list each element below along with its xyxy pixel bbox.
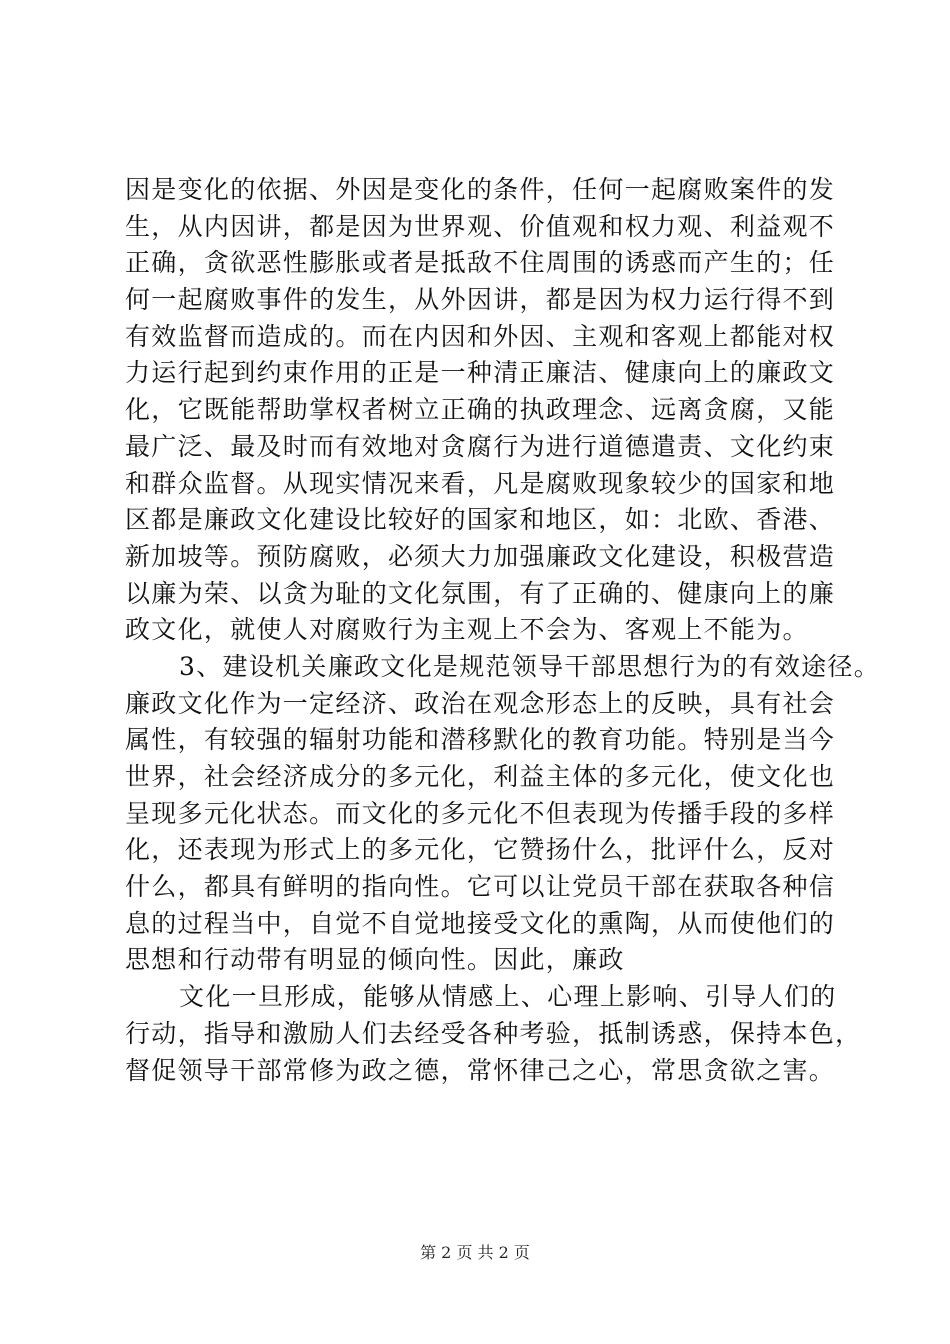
text-line: 化，它既能帮助掌权者树立正确的执政理念、远离贪腐，又能 — [125, 395, 836, 425]
text-line: 化，还表现为形式上的多元化，它赞扬什么，批评什么，反对 — [125, 835, 836, 865]
text-line: 思想和行动带有明显的倾向性。因此，廉政 — [125, 945, 625, 975]
text-line: 行动，指导和激励人们去经受各种考验，抵制诱惑，保持本色， — [125, 1018, 862, 1048]
text-line: 有效监督而造成的。而在内因和外因、主观和客观上都能对权 — [125, 321, 836, 351]
page-number-label: 第 2 页 共 2 页 — [420, 1243, 530, 1262]
text-line: 新加坡等。预防腐败，必须大力加强廉政文化建设，积极营造 — [125, 541, 836, 571]
body-text — [125, 172, 881, 1089]
text-line: 和群众监督。从现实情况来看，凡是腐败现象较少的国家和地 — [125, 468, 836, 498]
paragraph-start-line: 3、建设机关廉政文化是规范领导干部思想行为的有效途径。 — [179, 651, 881, 681]
text-line: 呈现多元化状态。而文化的多元化不但表现为传播手段的多样 — [125, 798, 836, 828]
text-line: 什么，都具有鲜明的指向性。它可以让党员干部在获取各种信 — [125, 872, 836, 902]
text-line: 以廉为荣、以贪为耻的文化氛围，有了正确的、健康向上的廉 — [125, 578, 836, 608]
text-line: 属性，有较强的辐射功能和潜移默化的教育功能。特别是当今 — [125, 725, 836, 755]
text-line: 生，从内因讲，都是因为世界观、价值观和权力观、利益观不 — [125, 211, 836, 241]
text-line: 世界，社会经济成分的多元化，利益主体的多元化，使文化也 — [125, 762, 836, 791]
text-line: 区都是廉政文化建设比较好的国家和地区，如：北欧、香港、 — [125, 505, 836, 535]
text-line: 正确，贪欲恶性膨胀或者是抵敌不住周围的诱惑而产生的；任 — [125, 248, 836, 278]
text-line: 督促领导干部常修为政之德，常怀律己之心，常思贪欲之害。 — [125, 1055, 836, 1085]
text-line: 何一起腐败事件的发生，从外因讲，都是因为权力运行得不到 — [125, 285, 836, 315]
text-line: 廉政文化作为一定经济、政治在观念形态上的反映，具有社会 — [125, 688, 836, 718]
text-line: 因是变化的依据、外因是变化的条件，任何一起腐败案件的发 — [125, 175, 836, 204]
text-line: 息的过程当中，自觉不自觉地接受文化的熏陶，从而使他们的 — [125, 908, 836, 938]
text-line: 政文化，就使人对腐败行为主观上不会为、客观上不能为。 — [125, 615, 809, 645]
text-line: 最广泛、最及时而有效地对贪腐行为进行道德遣责、文化约束 — [125, 431, 836, 461]
text-line: 力运行起到约束作用的正是一种清正廉洁、健康向上的廉政文 — [125, 358, 836, 388]
page-footer — [0, 1243, 950, 1263]
paragraph-start-line: 文化一旦形成，能够从情感上、心理上影响、引导人们的 — [179, 982, 837, 1012]
